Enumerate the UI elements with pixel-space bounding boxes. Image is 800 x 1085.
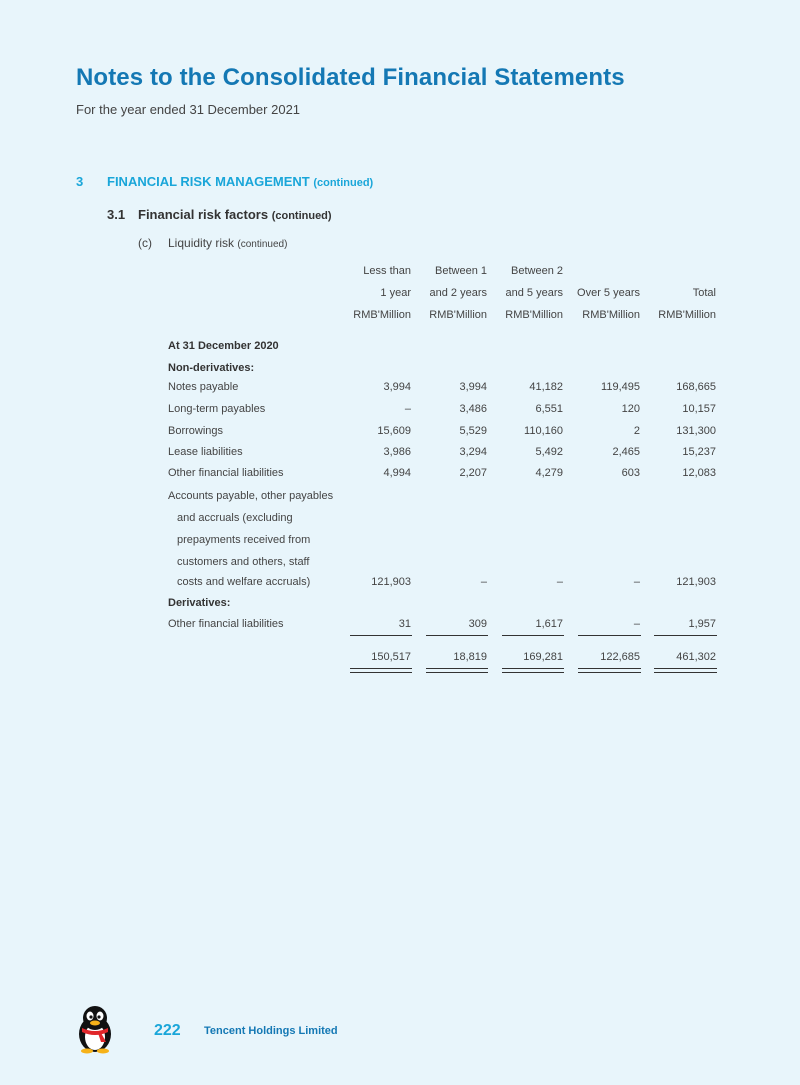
nonderivatives-heading: Non-derivatives: <box>168 362 255 374</box>
table-cell: 603 <box>621 467 640 479</box>
col-header: Total <box>692 287 716 299</box>
subtotal-rule <box>426 635 488 636</box>
col-header: 1 year <box>380 287 411 299</box>
page-subtitle: For the year ended 31 December 2021 <box>76 102 301 117</box>
subsection-heading <box>138 207 332 222</box>
section-heading <box>107 174 373 189</box>
total-cell: 122,685 <box>600 651 640 663</box>
table-cell: – <box>480 576 487 588</box>
subsection-continued: (continued) <box>271 210 332 222</box>
table-cell: 6,551 <box>535 403 563 415</box>
total-cell: 461,302 <box>676 651 716 663</box>
table-cell: 4,279 <box>535 467 563 479</box>
table-row-label: prepayments received from <box>177 534 311 546</box>
col-header: Over 5 years <box>577 287 640 299</box>
item-continued: (continued) <box>237 239 288 250</box>
table-cell: – <box>633 618 640 630</box>
table-row-label: Notes payable <box>168 381 239 393</box>
total-cell: 18,819 <box>453 651 487 663</box>
col-header: and 5 years <box>505 287 563 299</box>
table-cell: 3,994 <box>459 381 487 393</box>
table-cell: 5,492 <box>535 446 563 458</box>
table-row-label: costs and welfare accruals) <box>177 576 311 588</box>
table-cell: – <box>556 576 563 588</box>
total-double-rule <box>502 668 564 673</box>
table-cell: – <box>404 403 411 415</box>
table-cell: 121,903 <box>371 576 411 588</box>
subsection-number: 3.1 <box>107 207 126 222</box>
table-cell: 131,300 <box>676 425 716 437</box>
col-header: RMB'Million <box>658 309 716 321</box>
table-cell: 2,465 <box>612 446 640 458</box>
table-row-label: Accounts payable, other payables <box>168 490 334 502</box>
col-header: Between 2 <box>511 265 563 277</box>
page-number: 222 <box>154 1022 181 1039</box>
table-cell: 119,495 <box>601 381 640 393</box>
table-cell: 15,609 <box>377 425 411 437</box>
item-heading <box>168 236 287 250</box>
section-number: 3 <box>76 174 84 189</box>
table-row-label: customers and others, staff <box>177 556 310 568</box>
table-cell: 309 <box>468 618 487 630</box>
total-double-rule <box>578 668 641 673</box>
col-header: Between 1 <box>435 265 487 277</box>
section-continued: (continued) <box>313 177 374 189</box>
col-header: RMB'Million <box>582 309 640 321</box>
total-double-rule <box>350 668 412 673</box>
page-title: Notes to the Consolidated Financial Statements <box>76 64 625 91</box>
table-cell: 41,182 <box>529 381 563 393</box>
table-cell: 121,903 <box>676 576 716 588</box>
table-cell: 120 <box>621 403 640 415</box>
section-title-text: FINANCIAL RISK MANAGEMENT <box>107 174 310 189</box>
table-cell: 168,665 <box>676 381 716 393</box>
table-cell: 2,207 <box>459 467 487 479</box>
table-cell: 3,994 <box>383 381 411 393</box>
table-cell: 3,486 <box>459 403 487 415</box>
table-cell: 110,160 <box>524 425 563 437</box>
item-label: (c) <box>138 236 152 250</box>
table-cell: – <box>633 576 640 588</box>
col-header: Less than <box>363 265 411 277</box>
derivatives-heading: Derivatives: <box>168 597 231 609</box>
table-cell: 4,994 <box>383 467 411 479</box>
total-double-rule <box>654 668 717 673</box>
table-row-label: and accruals (excluding <box>177 512 293 524</box>
company-name: Tencent Holdings Limited <box>204 1025 338 1037</box>
col-header: and 2 years <box>429 287 487 299</box>
table-cell: 15,237 <box>682 446 716 458</box>
subtotal-rule <box>350 635 412 636</box>
table-row-label: Other financial liabilities <box>168 467 284 479</box>
table-row-label: Borrowings <box>168 425 224 437</box>
total-cell: 169,281 <box>523 651 563 663</box>
total-double-rule <box>426 668 488 673</box>
table-cell: 1,957 <box>688 618 716 630</box>
table-cell: 2 <box>633 425 640 437</box>
subtotal-rule <box>654 635 717 636</box>
table-cell: 31 <box>398 618 411 630</box>
table-row-label: Lease liabilities <box>168 446 243 458</box>
table-cell: 3,986 <box>383 446 411 458</box>
table-cell: 10,157 <box>682 403 716 415</box>
item-title-text: Liquidity risk <box>168 236 235 250</box>
subsection-title-text: Financial risk factors <box>138 207 269 222</box>
subtotal-rule <box>578 635 641 636</box>
penguin-logo-icon <box>74 1004 116 1054</box>
table-row-label: Long-term payables <box>168 403 266 415</box>
col-header: RMB'Million <box>353 309 411 321</box>
table-cell: 3,294 <box>459 446 487 458</box>
subtotal-rule <box>502 635 564 636</box>
table-row-label: Other financial liabilities <box>168 618 284 630</box>
col-header: RMB'Million <box>429 309 487 321</box>
table-cell: 5,529 <box>459 425 487 437</box>
total-cell: 150,517 <box>371 651 411 663</box>
table-cell: 12,083 <box>682 467 716 479</box>
table-cell: 1,617 <box>535 618 563 630</box>
table-heading: At 31 December 2020 <box>168 340 279 352</box>
col-header: RMB'Million <box>505 309 563 321</box>
